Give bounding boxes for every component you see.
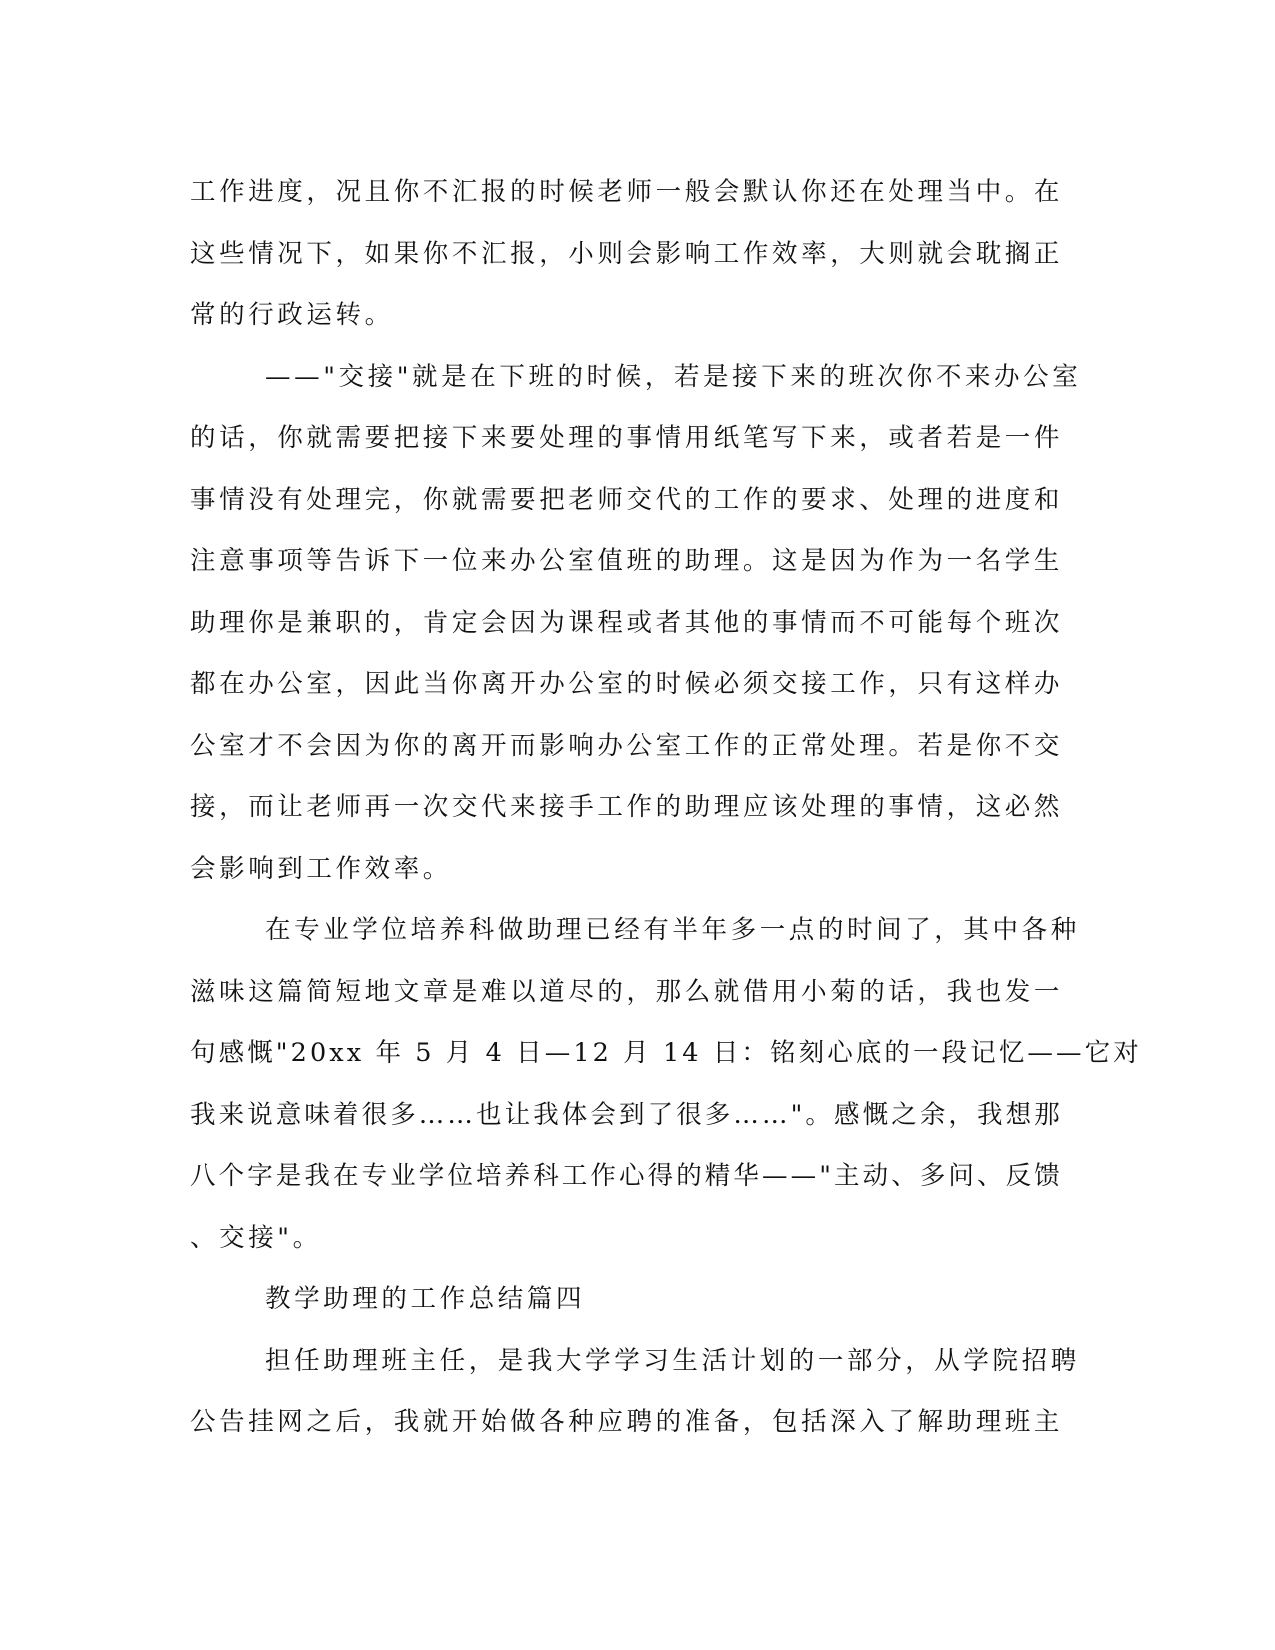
text-line: 我来说意味着很多……也让我体会到了很多……"。感慨之余，我想那	[190, 1099, 1063, 1130]
text-line: 注意事项等告诉下一位来办公室值班的助理。这是因为作为一名学生	[190, 546, 1064, 576]
text-line: 都在办公室，因此当你离开办公室的时候必须交接工作，只有这样办	[190, 669, 1064, 699]
body-text	[190, 162, 1142, 1454]
text-line: 担任助理班主任，是我大学学习生活计划的一部分，从学院招聘	[265, 1345, 1080, 1376]
text-line: 会影响到工作效率。	[190, 853, 452, 884]
text-line: 接，而让老师再一次交代来接手工作的助理应该处理的事情，这必然	[190, 792, 1064, 822]
text-line: 助理你是兼职的，肯定会因为课程或者其他的事情而不可能每个班次	[190, 607, 1064, 638]
text-line: 的话，你就需要把接下来要处理的事情用纸笔写下来，或者若是一件	[190, 423, 1064, 453]
text-line: ——"交接"就是在下班的时候，若是接下来的班次你不来办公室	[265, 361, 1082, 392]
text-line: 工作进度，况且你不汇报的时候老师一般会默认你还在处理当中。在	[190, 177, 1064, 207]
section-heading: 教学助理的工作总结篇四	[265, 1284, 586, 1314]
text-line: 常的行政运转。	[190, 300, 394, 330]
text-line: 事情没有处理完，你就需要把老师交代的工作的要求、处理的进度和	[190, 484, 1064, 515]
text-line: 这些情况下，如果你不汇报，小则会影响工作效率，大则就会耽搁正	[190, 238, 1064, 269]
text-line: 八个字是我在专业学位培养科工作心得的精华——"主动、多问、反馈	[190, 1161, 1063, 1191]
text-line: 、交接"。	[190, 1222, 322, 1253]
text-line: 句感慨"20xx 年 5 月 4 日—12 月 14 日：铭刻心底的一段记忆——它对	[190, 1038, 1142, 1068]
text-line: 在专业学位培养科做助理已经有半年多一点的时间了，其中各种	[265, 915, 1080, 945]
text-line: 公告挂网之后，我就开始做各种应聘的准备，包括深入了解助理班主	[190, 1407, 1064, 1437]
text-line: 公室才不会因为你的离开而影响办公室工作的正常处理。若是你不交	[190, 730, 1064, 761]
text-line: 滋味这篇简短地文章是难以道尽的，那么就借用小菊的话，我也发一	[190, 976, 1064, 1007]
